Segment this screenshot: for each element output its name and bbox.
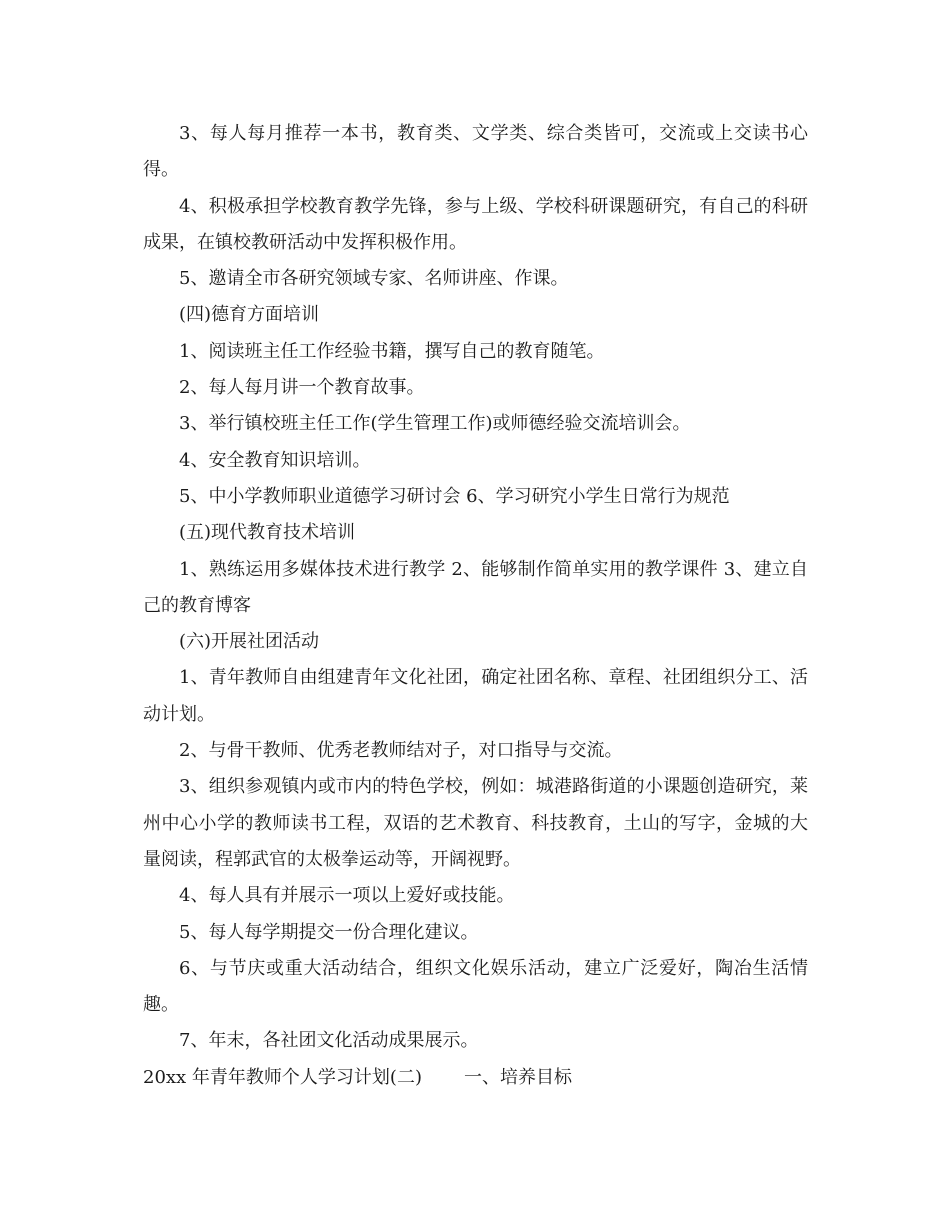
section-heading-training-goals: 一、培养目标 — [463, 1066, 572, 1088]
paragraph-book-recommendation: 3、每人每月推荐一本书，教育类、文学类、综合类皆可，交流或上交读书心得。 — [143, 123, 808, 181]
section-heading-moral-training: (四)德育方面培训 — [179, 304, 320, 326]
paragraph-expert-lectures: 5、邀请全市各研究领域专家、名师讲座、作课。 — [179, 268, 569, 290]
paragraph-school-visits: 3、组织参观镇内或市内的特色学校，例如：城港路街道的小课题创造研究，莱州中心小学的教师读书工程，双语的艺术教育、科技教育，土山的写字，金城的大量阅读，程郭武官的太极拳运动等，开阔视野。 — [143, 776, 808, 870]
section-heading-club-activities: (六)开展社团活动 — [179, 631, 320, 653]
section-heading-technology-training: (五)现代教育技术培训 — [179, 522, 356, 544]
paragraph-reading-books: 1、阅读班主任工作经验书籍，撰写自己的教育随笔。 — [179, 340, 605, 362]
paragraph-safety-training: 4、安全教育知识培训。 — [179, 449, 371, 471]
paragraph-youth-club: 1、青年教师自由组建青年文化社团，确定社团名称、章程、社团组织分工、活动计划。 — [143, 667, 808, 725]
paragraph-year-end-showcase: 7、年末，各社团文化活动成果展示。 — [179, 1030, 479, 1052]
paragraph-suggestions: 5、每人每学期提交一份合理化建议。 — [179, 921, 479, 943]
paragraph-class-teacher-meeting: 3、举行镇校班主任工作(学生管理工作)或师德经验交流培训会。 — [179, 413, 691, 435]
paragraph-multimedia: 1、熟练运用多媒体技术进行教学 2、能够制作简单实用的教学课件 3、建立自己的教育博客 — [143, 558, 808, 616]
paragraph-education-story: 2、每人每月讲一个教育故事。 — [179, 377, 425, 399]
plan-title-line — [143, 1060, 808, 1096]
paragraph-research: 4、积极承担学校教育教学先锋，参与上级、学校科研课题研究，有自己的科研成果，在镇校教研活动中发挥积极作用。 — [143, 195, 808, 253]
plan-title: 20xx 年青年教师个人学习计划(二) — [143, 1066, 422, 1088]
paragraph-cultural-activities: 6、与节庆或重大活动结合，组织文化娱乐活动，建立广泛爱好，陶冶生活情趣。 — [143, 957, 808, 1016]
document-body — [143, 116, 808, 1096]
paragraph-mentoring: 2、与骨干教师、优秀老教师结对子，对口指导与交流。 — [179, 740, 623, 762]
paragraph-ethics-seminar: 5、中小学教师职业道德学习研讨会 6、学习研究小学生日常行为规范 — [179, 485, 730, 507]
paragraph-hobbies: 4、每人具有并展示一项以上爱好或技能。 — [179, 885, 515, 907]
